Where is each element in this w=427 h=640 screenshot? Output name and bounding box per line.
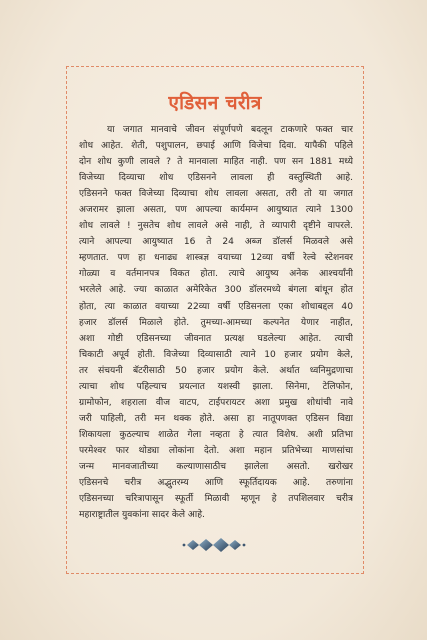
text-line: भरलेले आहे. ज्या काळात अमेरिकेत 300 डॉलरमध्ये बंगला बांधून होत: [79, 285, 353, 296]
text-line: एडिसनने फक्त विजेच्या दिव्याचा शोध लावला असता, तरी तो या जगात: [79, 189, 353, 200]
article-title: एडिसन चरीत्र: [168, 92, 262, 114]
text-line: अशा गोष्टी एडिसनच्या जीवनात प्रत्यक्ष घडलेल्या आहेत. त्याची: [79, 333, 353, 344]
diamond-ornament-icon: [181, 537, 247, 553]
text-line: शोध आहेत. शेती, पशुपालन, छपाई आणि विजेचा दिवा. यापैकी पहिले: [79, 141, 353, 152]
text-line: तर संचयनी बॅटरीसाठी 50 हजार प्रयोग केले. अर्थात ध्वनिमुद्रणाचा: [79, 365, 353, 376]
text-line: महाराष्ट्रातील युवकांना सादर केले आहे.: [79, 510, 205, 521]
text-line: जरी पाहिली, तरी मन थक्क होते. असा हा नातूपणक्त एडिसन विद्या: [79, 413, 353, 424]
text-line: शिकायला कुठल्याच शाळेत गेला नव्हता हे त्यात विशेष. अशी प्रतिभा: [79, 429, 353, 440]
text-line: शोध लावले ! नुसतेच शोध लावले असे नाही, ते व्यापारी दृष्टीने वापरले.: [79, 221, 353, 232]
text-line: होता, त्या काळात वयाच्या 22व्या वर्षी एडिसनला एका शोधाबद्दल 40: [79, 301, 353, 312]
text-line: गोळ्या व वर्तमानपत्र विकत होता. त्याचे आयुष्य अनेक आश्चर्यांनी: [79, 269, 353, 280]
text-line: हजार डॉलर्स मिळाले होते. तुमच्या-आमच्या कल्पनेत येणार नाहीत,: [79, 317, 353, 328]
text-line: म्हणतात. पण हा धनाढ्य शास्त्रज्ञ वयाच्या 12व्या वर्षी रेल्वे स्टेशनवर: [79, 253, 353, 264]
text-line: परमेश्वर फार थोड्या लोकांना देतो. अशा महान प्रतिभेच्या माणसांचा: [79, 445, 353, 456]
text-line: या जगात मानवाचे जीवन संपूर्णपणे बदलून टाकणारे फक्त चार: [107, 125, 353, 135]
article-body: [79, 122, 353, 523]
text-line: त्याचा शोध पहिल्याच प्रयत्नात यशस्वी झाला. सिनेमा, टेलिफोन,: [79, 381, 353, 392]
text-line: विजेच्या दिव्याचा शोध एडिसनने लावला ही वस्तुस्थिती आहे.: [79, 173, 353, 184]
text-line: चिकाटी अपूर्व होती. विजेच्या दिव्यासाठी त्याने 10 हजार प्रयोग केले,: [79, 349, 353, 360]
text-line: दोन शोध कुणी लावले ? ते मानवाला माहित नाही. पण सन 1881 मध्ये: [79, 157, 353, 168]
text-line: जन्म मानवजातीच्या कल्याणासाठीच झालेला असतो. खरोखर: [79, 461, 353, 472]
text-line: एडिसनचे चरीत्र अद्भुतरम्य आणि स्फूर्तिदायक आहे. तरुणांना: [79, 478, 353, 489]
text-line: ग्रामोफोन, शहराला वीज वाटप, टाईपरायटर अशा प्रमुख शोधांची नावे: [79, 397, 353, 408]
text-line: त्याने आपल्या आयुष्यात 16 ते 24 अब्ज डॉलर्स मिळवले असे: [79, 237, 353, 248]
text-line: अजरामर झाला असता, पण आपल्या कार्यमग्न आयुष्यात त्याने 1300: [79, 205, 353, 216]
text-line: एडिसनच्या चरित्रापासून स्फूर्ती मिळावी म्हणून हे तपशिलवार चरीत्र: [79, 494, 353, 505]
